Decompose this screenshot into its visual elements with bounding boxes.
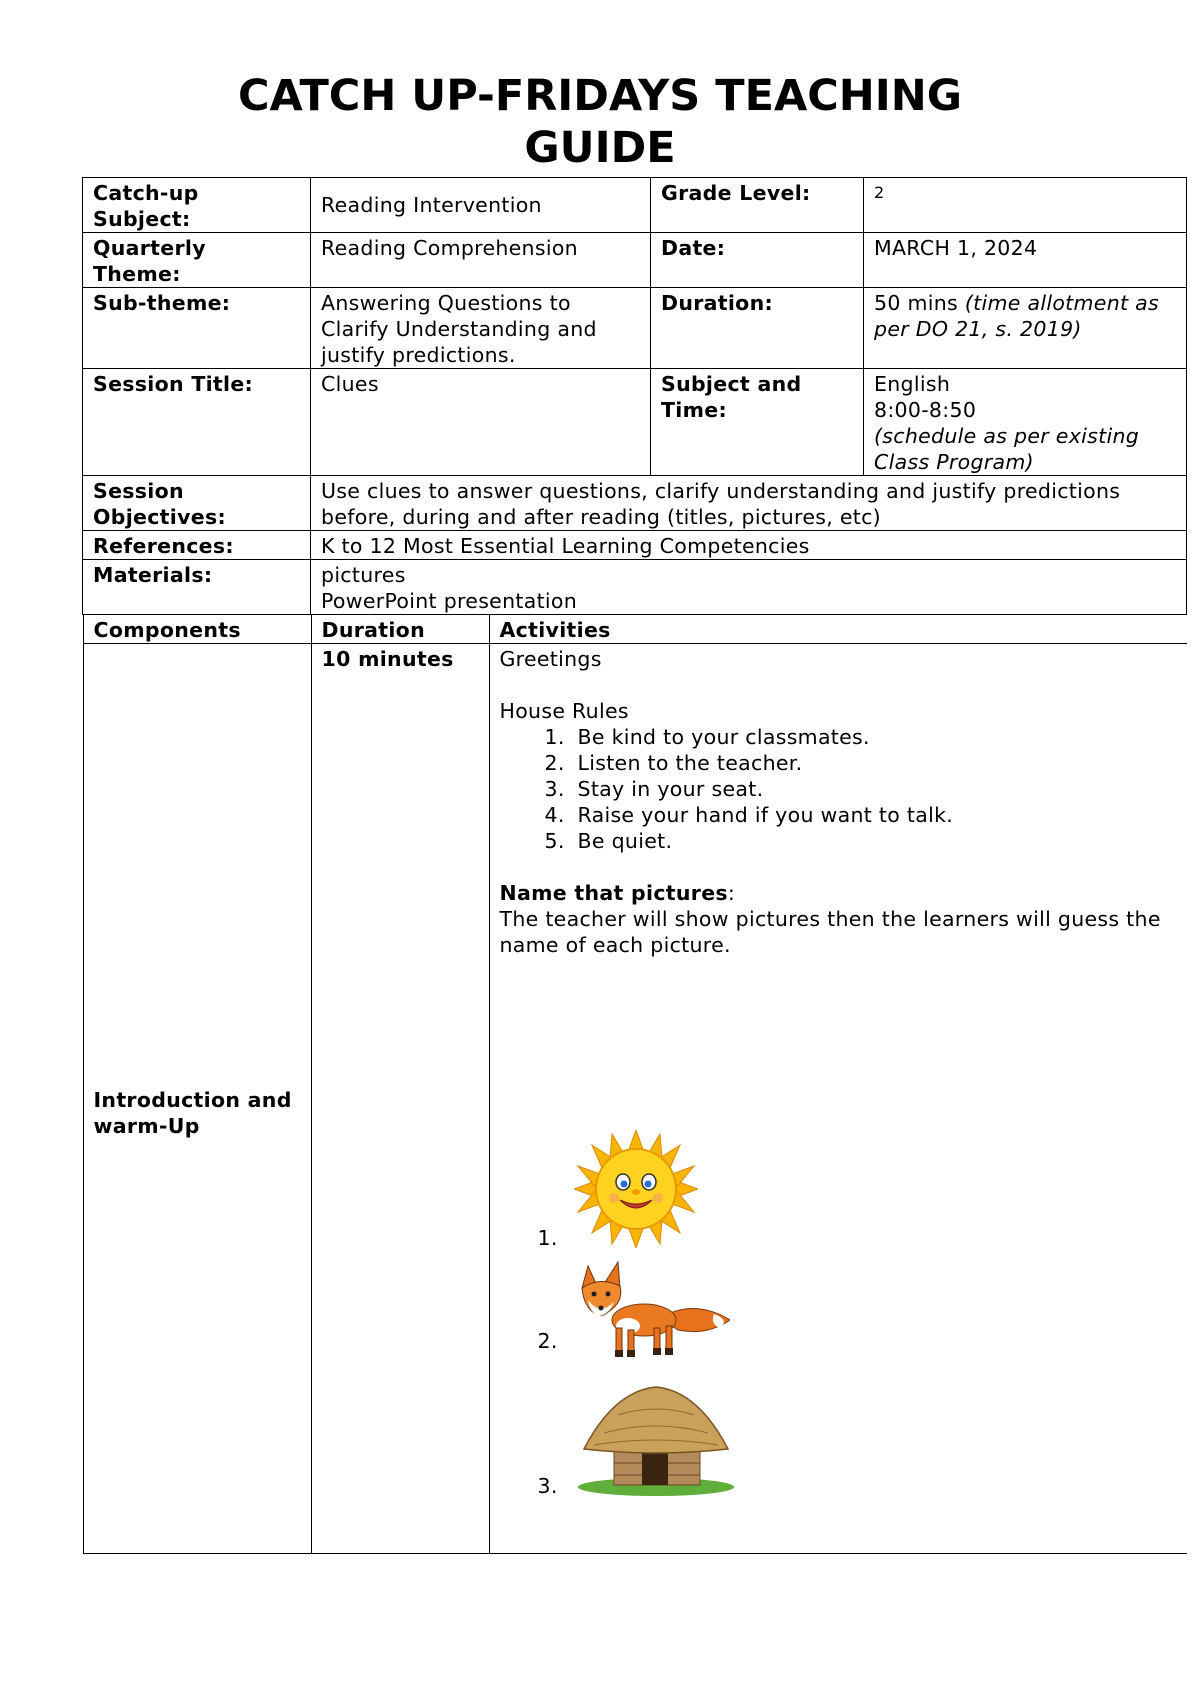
components-table (83, 615, 1187, 1554)
house-rules-title: House Rules (499, 699, 629, 723)
duration-header: Duration (311, 615, 489, 644)
intro-duration: 10 minutes (311, 644, 489, 1554)
picture-number: 3. (537, 1474, 558, 1498)
document-title (0, 70, 1200, 174)
session-title-value: Clues (311, 369, 651, 476)
fox-icon (574, 1258, 730, 1362)
date-label: Date: (651, 233, 864, 288)
duration-value (864, 288, 1187, 369)
duration-main: 50 mins (874, 291, 965, 315)
title-line-1: CATCH UP-FRIDAYS TEACHING (237, 71, 963, 121)
materials-line-2: PowerPoint presentation (321, 589, 578, 613)
picture-list (500, 958, 1177, 1518)
subject-time-note: (schedule as per existing Class Program) (874, 424, 1140, 474)
picture-number: 1. (537, 1226, 558, 1250)
activity-colon: : (727, 881, 736, 905)
activity-heading (500, 880, 1177, 906)
objectives-value: Use clues to answer questions, clarify understanding and justify predictions before, during and after reading (titles, pictures, etc) (311, 476, 1187, 531)
objectives-label: Session Objectives: (83, 476, 311, 531)
references-value: K to 12 Most Essential Learning Competencies (311, 531, 1187, 560)
picture-number: 2. (537, 1329, 558, 1353)
house-rule-item: 1. Be kind to your classmates. (572, 724, 1177, 750)
subtheme-label: Sub-theme: (83, 288, 311, 369)
intro-component: Introduction and warm-Up (83, 644, 311, 1554)
materials-line-1: pictures (321, 563, 406, 587)
house-rule-item: 4. Raise your hand if you want to talk. (572, 802, 1177, 828)
house-rule-item: 2. Listen to the teacher. (572, 750, 1177, 776)
house-rule-item: 3. Stay in your seat. (572, 776, 1177, 802)
theme-value: Reading Comprehension (311, 233, 651, 288)
grade-label: Grade Level: (651, 178, 864, 233)
subject-time-label: Subject and Time: (651, 369, 864, 476)
picture-item-3 (500, 1383, 900, 1513)
components-section (83, 615, 1187, 1555)
title-line-2: GUIDE (524, 123, 676, 173)
subject-time-value (864, 369, 1187, 476)
activity-description: The teacher will show pictures then the learners will guess the name of each picture. (499, 907, 1161, 957)
materials-label: Materials: (83, 560, 311, 615)
activity-title: Name that pictures (499, 881, 728, 905)
sun-icon (574, 1130, 698, 1248)
house-rules-list (500, 724, 1177, 854)
date-value: MARCH 1, 2024 (864, 233, 1187, 288)
session-title-label: Session Title: (83, 369, 311, 476)
subject-value: Reading Intervention (311, 178, 651, 233)
references-label: References: (83, 531, 311, 560)
subtheme-value: Answering Questions to Clarify Understanding and justify predictions. (311, 288, 651, 369)
hut-icon (574, 1383, 738, 1497)
duration-label: Duration: (651, 288, 864, 369)
materials-value (311, 560, 1187, 615)
subject-time-time: 8:00-8:50 (874, 398, 977, 422)
activities-header: Activities (489, 615, 1187, 644)
components-header: Components (83, 615, 311, 644)
grade-value: 2 (864, 178, 1187, 233)
house-rule-item: 5. Be quiet. (572, 828, 1177, 854)
subject-label: Catch-up Subject: (83, 178, 311, 233)
subject-time-subject: English (874, 372, 951, 396)
teaching-guide-table (82, 177, 1187, 1554)
duration-note: (time allotment as per DO 21, s. 2019) (874, 291, 1159, 341)
greetings-text: Greetings (499, 647, 602, 671)
intro-activities (489, 644, 1187, 1554)
picture-item-2 (500, 1258, 900, 1368)
picture-item-1 (500, 1130, 900, 1260)
theme-label: Quarterly Theme: (83, 233, 311, 288)
